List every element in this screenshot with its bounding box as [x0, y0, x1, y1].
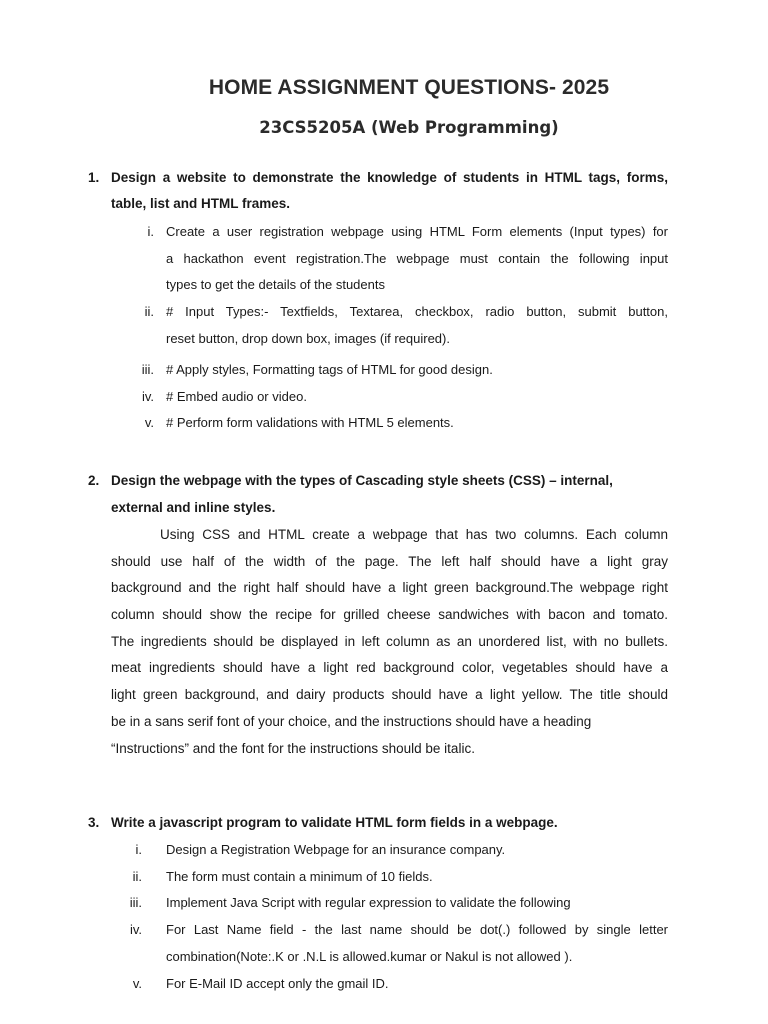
q3-item-number: ii.	[132, 869, 142, 884]
q1-item-line: # Input Types:- Textfields, Textarea, checkbox, radio button, submit button,	[166, 304, 668, 319]
q1-item-line: a hackathon event registration.The webpage must contain the following input	[166, 251, 668, 266]
question-1-heading-line-2: table, list and HTML frames.	[111, 196, 291, 211]
question-2-paragraph-line: Using CSS and HTML create a webpage that has two columns. Each column	[160, 527, 668, 542]
question-3-heading: Write a javascript program to validate HTML form fields in a webpage.	[111, 815, 558, 830]
question-2-paragraph-line: meat ingredients should have a light red background color, vegetables should have a	[111, 660, 668, 675]
document-title: HOME ASSIGNMENT QUESTIONS- 2025	[208, 76, 610, 99]
question-1-heading-line-1: Design a website to demonstrate the knowledge of students in HTML tags, forms,	[111, 170, 668, 185]
q1-item-number: ii.	[144, 304, 154, 319]
q1-item-line: # Embed audio or video.	[166, 389, 307, 404]
q3-item-line: Implement Java Script with regular expression to validate the following	[166, 895, 571, 910]
q3-item-number: iii.	[129, 895, 142, 910]
q3-item-line: combination(Note:.K or .N.L is allowed.kumar or Nakul is not allowed ).	[166, 949, 573, 964]
question-2-heading-line-2: external and inline styles.	[111, 500, 276, 515]
question-3-number: 3.	[88, 815, 100, 830]
course-code-subtitle: 23CS5205A (Web Programming)	[259, 118, 559, 137]
q1-item-line: Create a user registration webpage using HTML Form elements (Input types) for	[166, 224, 668, 239]
q3-item-line: For Last Name field - the last name should be dot(.) followed by single letter	[166, 922, 668, 937]
question-2-paragraph-line: background and the right half should have a light green background.The webpage right	[111, 580, 668, 595]
q1-item-line: # Apply styles, Formatting tags of HTML for good design.	[166, 362, 493, 377]
question-2-paragraph-line: column should show the recipe for grilled cheese sandwiches with bacon and tomato.	[111, 607, 668, 622]
question-2-paragraph-line: light green background, and dairy products should have a light yellow. The title should	[111, 687, 668, 702]
q3-item-number: v.	[132, 976, 142, 991]
q1-item-line: types to get the details of the students	[166, 277, 385, 292]
q3-item-line: Design a Registration Webpage for an insurance company.	[166, 842, 506, 857]
question-1-number: 1.	[88, 170, 100, 185]
question-2-paragraph-line: The ingredients should be displayed in left column as an unordered list, with no bullets.	[111, 634, 668, 649]
q3-item-line: The form must contain a minimum of 10 fields.	[166, 869, 433, 884]
question-2-heading-line-1: Design the webpage with the types of Cascading style sheets (CSS) – internal,	[111, 473, 613, 488]
q1-item-number: iii.	[141, 362, 154, 377]
q1-item-number: iv.	[141, 389, 154, 404]
question-2-paragraph-line: be in a sans serif font of your choice, and the instructions should have a heading	[111, 714, 592, 729]
question-2-paragraph-line: “Instructions” and the font for the instructions should be italic.	[111, 741, 475, 756]
q1-item-number: i.	[147, 224, 154, 239]
q1-item-line: reset button, drop down box, images (if required).	[166, 331, 450, 346]
question-2-number: 2.	[88, 473, 100, 488]
q3-item-line: For E-Mail ID accept only the gmail ID.	[166, 976, 389, 991]
q1-item-line: # Perform form validations with HTML 5 elements.	[166, 415, 454, 430]
q1-item-number: v.	[144, 415, 154, 430]
q3-item-number: i.	[135, 842, 142, 857]
question-2-paragraph-line: should use half of the width of the page. The left half should have a light gray	[111, 554, 668, 569]
q3-item-number: iv.	[129, 922, 142, 937]
